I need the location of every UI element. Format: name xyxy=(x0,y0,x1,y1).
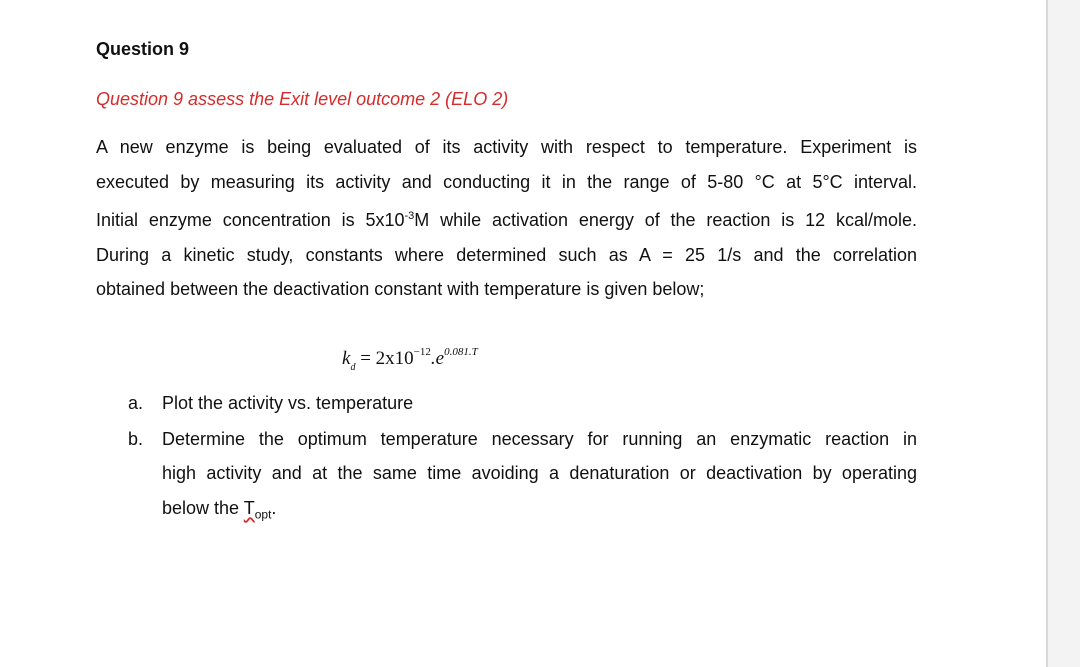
question-heading: Question 9 xyxy=(96,39,190,59)
eq-exp2: 0.081.T xyxy=(444,346,478,358)
paragraph-line: During a kinetic study, constants where determined such as A = 25 1/s and the correlation xyxy=(96,244,917,265)
line-text: Initial enzyme concentration is 5x10 xyxy=(96,210,405,231)
elo-note: Question 9 assess the Exit level outcome 2 (ELO 2) xyxy=(96,89,509,109)
eq-k-sub: d xyxy=(350,362,356,373)
exponent: -3 xyxy=(404,210,415,223)
item-line: Determine the optimum temperature necessary for running an enzymatic reaction in xyxy=(162,428,917,449)
line-text: M while activation energy of the reaction is 12 kcal/mole. xyxy=(414,210,917,231)
eq-equals: = 2x10 xyxy=(355,348,414,369)
item-text: . xyxy=(271,497,277,518)
eq-e: .e xyxy=(430,348,445,369)
viewer-margin xyxy=(1048,0,1080,667)
paragraph-line: obtained between the deactivation constant with temperature is given below; xyxy=(96,279,705,300)
eq-k: k xyxy=(342,348,351,369)
item-line: high activity and at the same time avoiding a denaturation or deactivation by operating xyxy=(162,463,917,484)
task-list xyxy=(128,386,917,533)
list-item-a xyxy=(128,386,917,421)
eq-exp1: −12 xyxy=(413,346,431,358)
item-text: below the xyxy=(162,497,244,518)
item-line xyxy=(162,491,917,532)
list-item-text: Plot the activity vs. temperature xyxy=(162,393,414,413)
paragraph-line: A new enzyme is being evaluated of its activity with respect to temperature. Experiment is xyxy=(96,137,917,157)
list-item-b xyxy=(128,422,917,532)
problem-paragraph xyxy=(96,130,917,307)
list-marker: b. xyxy=(128,428,144,449)
deactivation-equation xyxy=(342,340,478,380)
list-marker: a. xyxy=(128,393,144,413)
topt-T: T xyxy=(243,497,255,518)
paragraph-line xyxy=(96,199,917,238)
paragraph-line: executed by measuring its activity and conducting it in the range of 5-80 °C at 5°C interval. xyxy=(96,171,917,192)
topt-sub: opt xyxy=(254,507,272,522)
list-item-text xyxy=(162,422,917,532)
topt-symbol xyxy=(243,497,272,522)
